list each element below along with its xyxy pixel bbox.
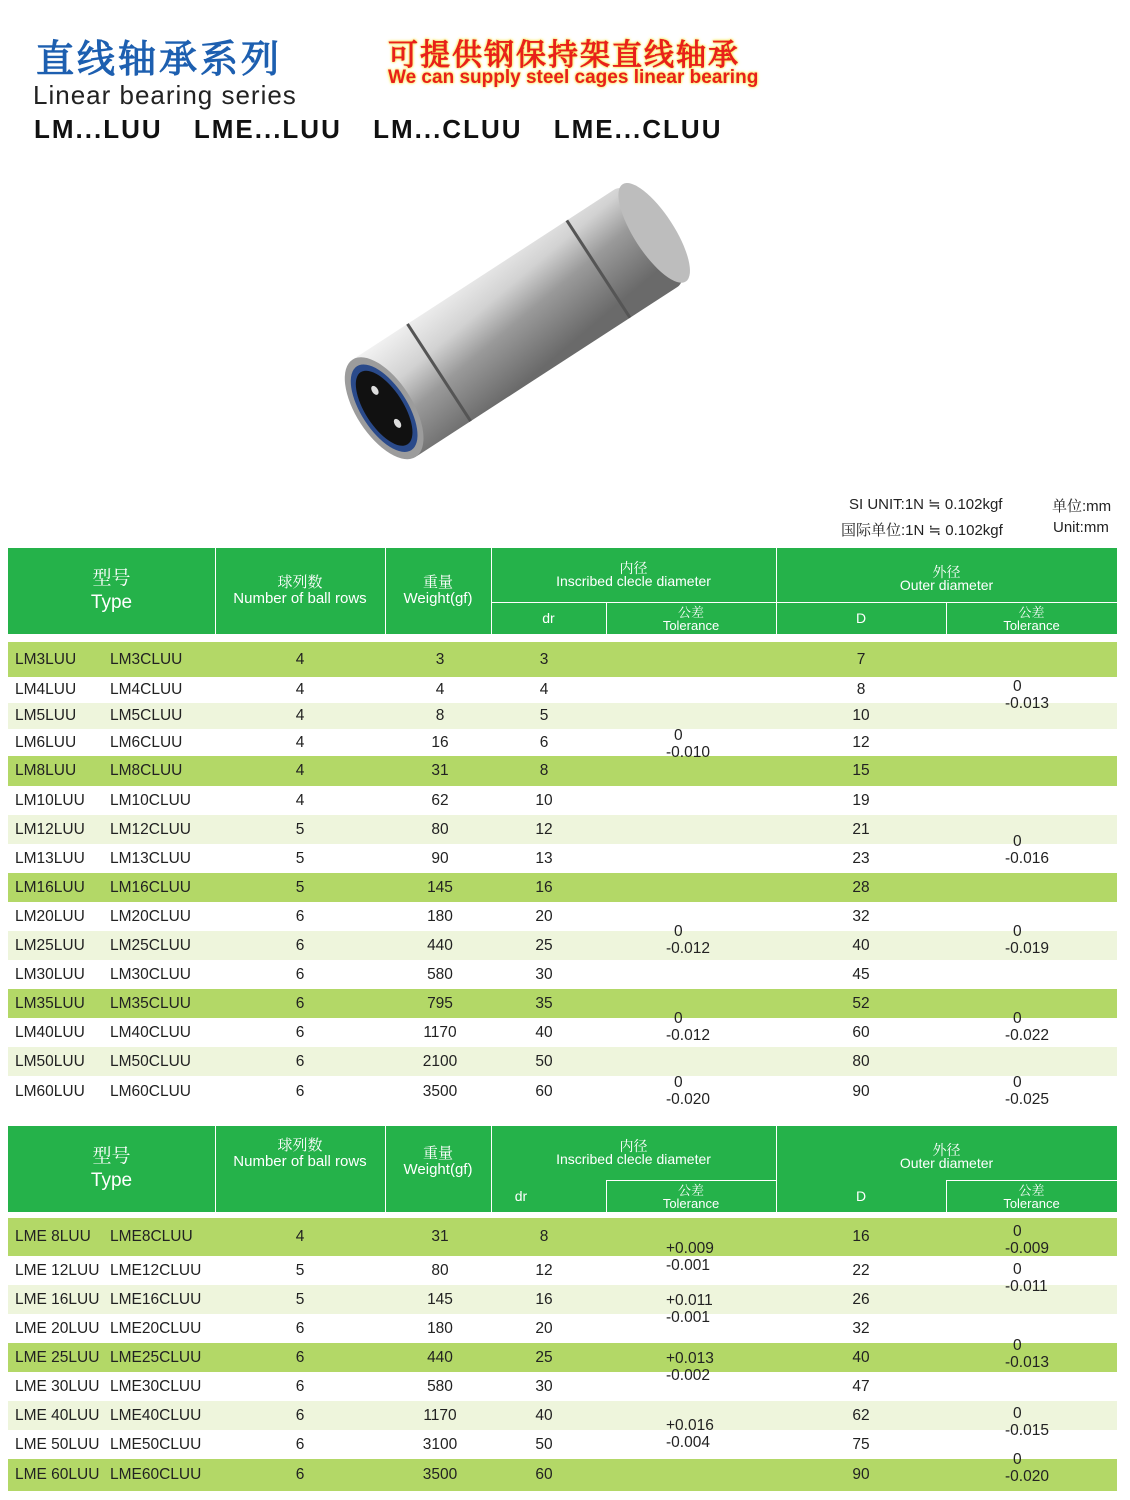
outer-diameter-header: 外径 Outer diameter: [899, 564, 994, 593]
model-luu: LM40LUU: [15, 1023, 85, 1041]
tolerance-value: 0 -0.013: [1005, 678, 1049, 712]
tolerance-value: +0.013 -0.002: [666, 1350, 714, 1384]
lm-table-header: [8, 548, 1117, 634]
lm-table-body: [8, 642, 1117, 1108]
model-cluu: LM6CLUU: [110, 733, 183, 751]
si-unit-en: SI UNIT:1N ≒ 0.102kgf: [849, 496, 1003, 513]
model-luu: LM30LUU: [15, 965, 85, 983]
model-luu: LME 12LUU: [15, 1261, 100, 1279]
model-cluu: LM4CLUU: [110, 681, 183, 698]
model-luu: LM6LUU: [15, 733, 77, 751]
model-luu: LM50LUU: [15, 1052, 85, 1070]
tolerance-value: 0 -0.020: [1005, 1451, 1049, 1485]
model-cluu: LME20CLUU: [110, 1319, 202, 1337]
dr-header: dr: [542, 610, 555, 626]
model-cluu: LM10CLUU: [110, 791, 191, 809]
promo-en: We can supply steel cages linear bearing: [388, 67, 759, 88]
model-cluu: LM30CLUU: [110, 965, 191, 983]
tolerance-value: 0 -0.025: [1005, 1074, 1049, 1108]
model-luu: LME 25LUU: [15, 1348, 100, 1366]
model-cluu: LM12CLUU: [110, 820, 191, 838]
model-cluu: LME25CLUU: [110, 1348, 202, 1366]
model-cluu: LM13CLUU: [110, 849, 191, 867]
model-cluu: LME30CLUU: [110, 1377, 202, 1395]
model-cluu: LM60CLUU: [110, 1083, 191, 1100]
model-cluu: LME60CLUU: [110, 1466, 202, 1483]
table-row: LM25LUU LM25CLUU 6 440 25 40: [8, 931, 1117, 960]
table-row: LM10LUU LM10CLUU 4 62 10 19: [8, 786, 1117, 815]
table-row: LM30LUU LM30CLUU 6 580 30 45: [8, 960, 1117, 989]
model-luu: LM10LUU: [15, 791, 85, 809]
table-row: LME 40LUU LME40CLUU 6 1170 40 62: [8, 1401, 1117, 1430]
table-row: LME 12LUU LME12CLUU 5 80 12 22: [8, 1256, 1117, 1285]
model-luu: LM25LUU: [15, 936, 85, 954]
model-luu: LME 20LUU: [15, 1319, 100, 1337]
model-luu: LME 60LUU: [15, 1466, 100, 1483]
table-row: LM8LUU LM8CLUU 4 31 8 15: [8, 756, 1117, 786]
tolerance-value: 0 -0.019: [1005, 923, 1049, 957]
model-series: LM...LUU LME...LUU LM...CLUU LME...CLUU: [34, 114, 723, 144]
table-row: LM13LUU LM13CLUU 5 90 13 23: [8, 844, 1117, 873]
model-cluu: LM16CLUU: [110, 878, 191, 896]
weight-header: 重量 Weight(gf): [403, 1145, 473, 1178]
model-luu: LM4LUU: [15, 681, 77, 698]
tolerance-value: +0.016 -0.004: [666, 1417, 714, 1451]
model-cluu: LME50CLUU: [110, 1435, 202, 1453]
balls-header: 球列数 Number of ball rows: [233, 574, 367, 607]
model-luu: LME 40LUU: [15, 1406, 100, 1424]
table-row: LM16LUU LM16CLUU 5 145 16 28: [8, 873, 1117, 902]
unit-cn: 单位:mm: [1052, 498, 1112, 515]
promo-cn: 可提供钢保持架直线轴承: [388, 39, 740, 72]
table-row: LM20LUU LM20CLUU 6 180 20 32: [8, 902, 1117, 931]
inner-diameter-header: 内径 Inscribed clecle diameter: [556, 1138, 711, 1167]
table-row: LME 25LUU LME25CLUU 6 440 25 40: [8, 1343, 1117, 1372]
tolerance-value: 0 -0.016: [1005, 833, 1049, 867]
model-cluu: LM5CLUU: [110, 707, 183, 724]
table-row: LM6LUU LM6CLUU 4 16 6 12: [8, 729, 1117, 756]
model-luu: LME 50LUU: [15, 1435, 100, 1453]
outer-tolerance-header: 公差 Tolerance: [1003, 1182, 1060, 1211]
model-cluu: LM50CLUU: [110, 1052, 191, 1070]
lm-table: [8, 548, 1117, 1108]
model-luu: LM60LUU: [15, 1083, 85, 1100]
table-row: LME 16LUU LME16CLUU 5 145 16 26: [8, 1285, 1117, 1314]
model-cluu: LM35CLUU: [110, 994, 191, 1012]
model-cluu: LM8CLUU: [110, 762, 183, 779]
model-cluu: LME16CLUU: [110, 1290, 202, 1308]
model-cluu: LM3CLUU: [110, 650, 183, 668]
linear-bearing-image: [330, 180, 710, 460]
table-row: LME 50LUU LME50CLUU 6 3100 50 75: [8, 1430, 1117, 1459]
model-cluu: LM20CLUU: [110, 907, 191, 925]
balls-header: 球列数 Number of ball rows: [233, 1137, 367, 1170]
outer-diameter-header: 外径 Outer diameter: [899, 1142, 994, 1171]
lme-table: [8, 1126, 1117, 1491]
dr-header: dr: [514, 1188, 528, 1204]
table-row: LM50LUU LM50CLUU 6 2100 50 80: [8, 1047, 1117, 1076]
tolerance-value: 0 -0.011: [1005, 1261, 1048, 1295]
table-row: LM35LUU LM35CLUU 6 795 35 52: [8, 989, 1117, 1018]
table-row: LM5LUU LM5CLUU 4 8 5 10: [8, 703, 1117, 729]
model-luu: LME 30LUU: [15, 1377, 100, 1395]
model-cluu: LM25CLUU: [110, 936, 191, 954]
type-header: 型号 Type: [90, 568, 133, 613]
tolerance-value: 0 -0.020: [666, 1074, 710, 1108]
table-row: LM60LUU LM60CLUU 6 3500 60 90: [8, 1076, 1117, 1108]
model-luu: LM12LUU: [15, 820, 85, 838]
tolerance-value: 0 -0.010: [666, 727, 710, 761]
model-luu: LM5LUU: [15, 707, 77, 724]
table-row: LM12LUU LM12CLUU 5 80 12 21: [8, 815, 1117, 844]
D-header: D: [855, 1188, 867, 1204]
model-luu: LM8LUU: [15, 762, 77, 779]
model-luu: LME 16LUU: [15, 1290, 100, 1308]
model-luu: LME 8LUU: [15, 1228, 91, 1245]
tolerance-value: +0.011 -0.001: [666, 1292, 713, 1326]
table-row: LM3LUU LM3CLUU 4 3 3 7: [8, 642, 1117, 677]
tolerance-value: 0 -0.015: [1005, 1405, 1049, 1439]
title-cn: 直线轴承系列: [36, 39, 283, 81]
table-row: LM4LUU LM4CLUU 4 4 4 8: [8, 677, 1117, 703]
model-luu: LM3LUU: [15, 650, 77, 668]
D-header: D: [855, 610, 867, 626]
outer-tolerance-header: 公差 Tolerance: [1003, 604, 1060, 633]
table-row: LME 20LUU LME20CLUU 6 180 20 32: [8, 1314, 1117, 1343]
tolerance-value: 0 -0.012: [666, 1010, 710, 1044]
tolerance-value: 0 -0.013: [1005, 1337, 1049, 1371]
table-row: LME 8LUU LME8CLUU 4 31 8 16: [8, 1218, 1117, 1256]
table-row: LME 30LUU LME30CLUU 6 580 30 47: [8, 1372, 1117, 1401]
tolerance-value: 0 -0.022: [1005, 1010, 1049, 1044]
model-luu: LM13LUU: [15, 849, 85, 867]
model-cluu: LME40CLUU: [110, 1406, 202, 1424]
unit-en: Unit:mm: [1053, 519, 1109, 536]
inner-diameter-header: 内径 Inscribed clecle diameter: [556, 560, 711, 589]
model-luu: LM35LUU: [15, 994, 85, 1012]
inner-tolerance-header: 公差 Tolerance: [662, 1182, 720, 1211]
tolerance-value: 0 -0.009: [1005, 1223, 1049, 1257]
model-cluu: LM40CLUU: [110, 1023, 191, 1041]
table-row: LM40LUU LM40CLUU 6 1170 40 60: [8, 1018, 1117, 1047]
model-cluu: LME8CLUU: [110, 1228, 193, 1245]
table-row: LME 60LUU LME60CLUU 6 3500 60 90: [8, 1459, 1117, 1491]
title-en: Linear bearing series: [33, 80, 297, 110]
lme-table-body: [8, 1218, 1117, 1491]
model-luu: LM16LUU: [15, 878, 85, 896]
type-header: 型号 Type: [90, 1146, 133, 1191]
inner-tolerance-header: 公差 Tolerance: [662, 604, 720, 633]
tolerance-value: 0 -0.012: [666, 923, 710, 957]
si-unit-cn: 国际单位:1N ≒ 0.102kgf: [841, 522, 1003, 539]
lme-table-header: [8, 1126, 1117, 1212]
model-luu: LM20LUU: [15, 907, 85, 925]
tolerance-value: +0.009 -0.001: [666, 1240, 714, 1274]
model-cluu: LME12CLUU: [110, 1261, 202, 1279]
weight-header: 重量 Weight(gf): [403, 574, 473, 607]
